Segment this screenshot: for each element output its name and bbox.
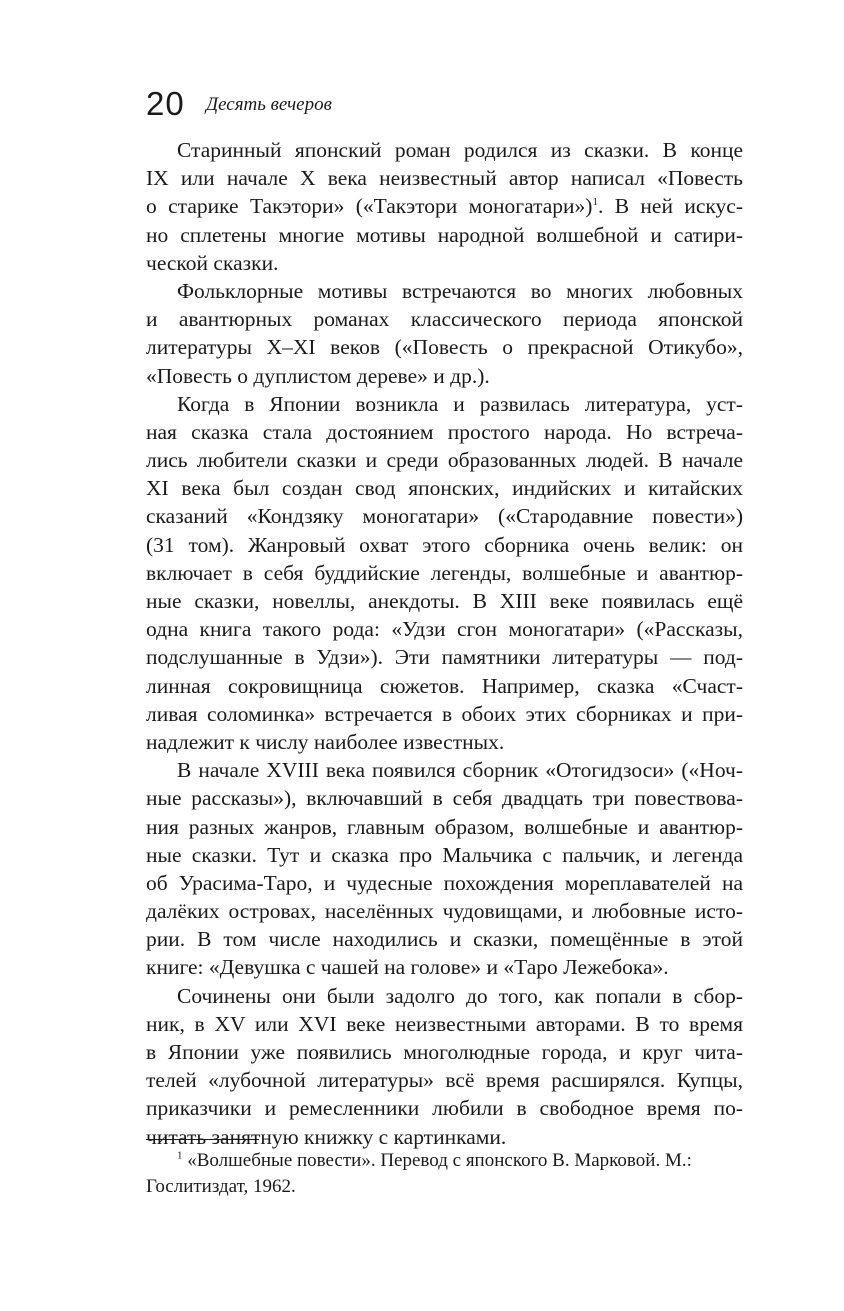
text-line: ные сказки. Тут и сказка про Мальчика с пальчик, и легенда — [146, 842, 743, 867]
text-line: в Японии уже появились многолюдные города, и круг чита- — [146, 1040, 743, 1064]
text-line: Когда в Японии возникла и развилась литература, уст- — [177, 391, 743, 416]
text-line: IX или начале X века неизвестный автор написал «Повесть — [146, 166, 743, 191]
paragraph — [146, 756, 743, 982]
text-line: об Урасима-Таро, и чудесные похождения мореплавателей на — [146, 870, 743, 895]
footnote-marker: 1 — [177, 1149, 183, 1162]
footnote — [146, 1148, 743, 1200]
text-line: подслушанные в Удзи»). Эти памятники литературы — под- — [146, 645, 743, 670]
footnote-line — [146, 1148, 743, 1174]
body-text — [146, 136, 743, 1151]
paragraph — [146, 390, 743, 756]
text-line: литературы X–XI веков («Повесть о прекрасной Отикубо», — [146, 335, 743, 360]
text-line: ные сказки, новеллы, анекдоты. В XIII веке появилась ещё — [146, 589, 743, 613]
footnote-text: «Волшебные повести». Перевод с японского В. Марковой. М.: — [187, 1150, 692, 1171]
footnote-line: Гослитиздат, 1962. — [146, 1176, 296, 1197]
line-text: . В ней искус- — [597, 194, 743, 219]
text-line: XI века был создан свод японских, индийских и китайских — [146, 476, 743, 501]
text-line: но сплетены многие мотивы народной волшебной и сатири- — [146, 222, 743, 247]
paragraph — [146, 136, 743, 277]
text-line: телей «лубочной литературы» всё время расширялся. Купцы, — [146, 1068, 743, 1093]
text-line: линная сокровищница сюжетов. Например, сказка «Счаст- — [146, 673, 743, 698]
page-number: 20 — [146, 85, 185, 122]
paragraph — [146, 277, 743, 390]
text-line: надлежит к числу наиболее известных. — [146, 729, 505, 754]
text-line: включает в себя буддийские легенды, волшебные и авантюр- — [146, 560, 743, 585]
text-line: и авантюрных романах классического периода японской — [146, 307, 743, 332]
text-line: одна книга такого рода: «Удзи сгон моногатари» («Рассказы, — [146, 617, 743, 642]
text-line: ливая соломинка» встречается в обоих этих сборниках и при- — [146, 701, 743, 726]
paragraph — [146, 982, 743, 1151]
text-line: рии. В том числе находились и сказки, помещённые в этой — [146, 927, 743, 952]
text-line: приказчики и ремесленники любили в свободное время по- — [146, 1096, 743, 1121]
text-line: (31 том). Жанровый охват этого сборника очень велик: он — [146, 532, 743, 557]
text-line: ческой сказки. — [146, 250, 279, 275]
text-line: Старинный японский роман родился из сказки. В конце — [177, 138, 743, 162]
text-line: лись любители сказки и среди образованных людей. В начале — [146, 448, 743, 473]
text-line: далёких островах, населённых чудовищами, и любовные исто- — [146, 899, 743, 924]
footnote-divider — [146, 1139, 259, 1140]
text-line: ник, в XV или XVI веке неизвестными авторами. В то время — [146, 1011, 743, 1036]
text-line: читать занятную книжку с картинками. — [146, 1124, 507, 1149]
text-line: ная сказка стала достоянием простого народа. Но встреча- — [146, 419, 743, 444]
text-line: книге: «Девушка с чашей на голове» и «Таро Лежебока». — [146, 955, 669, 980]
line-text: о старике Такэтори» («Такэтори моногатари») — [146, 194, 593, 219]
text-line — [146, 192, 743, 220]
text-line: Фольклорные мотивы встречаются во многих любовных — [177, 278, 743, 303]
text-line: Сочинены они были задолго до того, как попали в сбор- — [177, 983, 743, 1008]
running-title: Десять вечеров — [206, 94, 332, 115]
footnote-reference: 1 — [592, 196, 598, 209]
text-line: В начале XVIII века появился сборник «Отогидзоси» («Ноч- — [177, 758, 743, 783]
text-line: ные рассказы»), включавший в себя двадцать три повествова- — [146, 786, 743, 811]
text-line: «Повесть о дуплистом дереве» и др.). — [146, 363, 490, 388]
text-line: сказаний «Кондзяку моногатари» («Стародавние повести») — [146, 504, 743, 529]
text-line: ния разных жанров, главным образом, волшебные и авантюр- — [146, 814, 743, 839]
